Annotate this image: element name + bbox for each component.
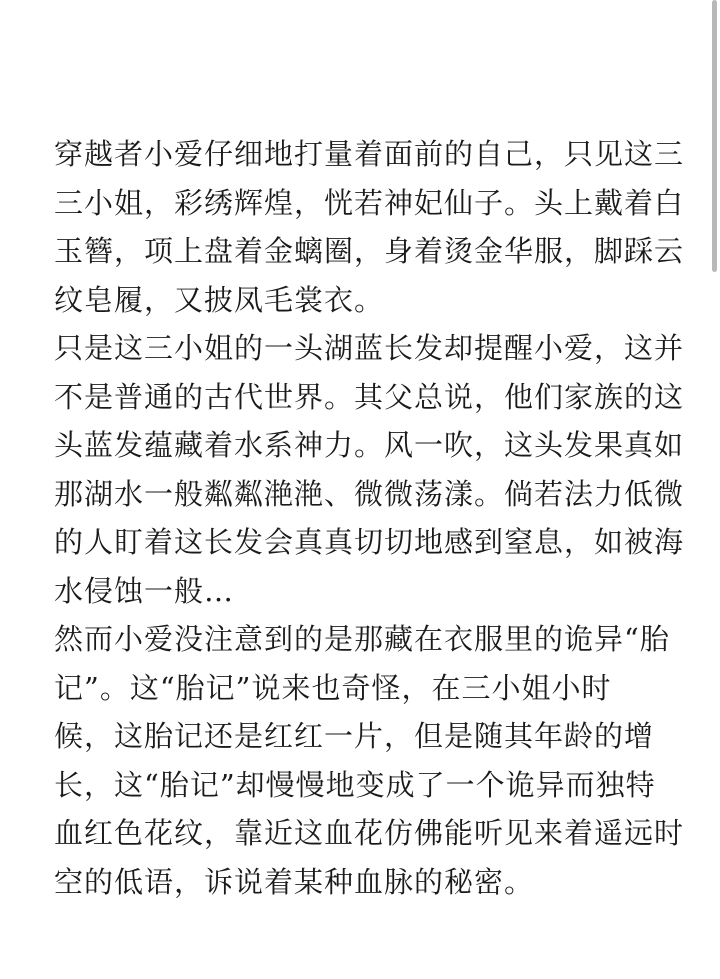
text-line: 的人盯着这长发会真真切切地感到窒息，如被海 <box>54 525 685 559</box>
vertical-scrollbar[interactable] <box>708 0 718 979</box>
text-line: 记”。这“胎记”说来也奇怪，在三小姐小时 <box>54 670 612 705</box>
text-line: 血红色花纹，靠近这血花仿佛能听见来着遥远时 <box>54 816 685 850</box>
text-line: 那湖水一般粼粼滟滟、微微荡漾。倘若法力低微 <box>54 476 685 511</box>
text-line: 头蓝发蕴藏着水系神力。风一吹，这头发果真如 <box>54 428 685 462</box>
text-line: 只是这三小姐的一头湖蓝长发却提醒小爱，这并 <box>54 331 685 365</box>
paragraph-2 <box>54 324 685 615</box>
text-line: 纹皂履，又披凤毛裳衣。 <box>54 282 385 317</box>
paragraph-3 <box>54 615 685 906</box>
text-line: 玉簪，项上盘着金螭圈，身着烫金华服，脚踩云 <box>54 234 685 268</box>
paragraph-1 <box>54 130 685 324</box>
text-line: 三小姐，彩绣辉煌，恍若神妃仙子。头上戴着白 <box>54 185 685 220</box>
article-body <box>54 130 685 906</box>
text-line: 水侵蚀一般… <box>54 573 235 608</box>
text-line: 长，这“胎记”却慢慢地变成了一个诡异而独特 <box>54 767 656 802</box>
text-line: 不是普通的古代世界。其父总说，他们家族的这 <box>54 379 685 414</box>
text-line: 候，这胎记还是红红一片，但是随其年龄的增 <box>54 719 655 753</box>
text-line: 空的低语，诉说着某种血脉的秘密。 <box>54 864 535 899</box>
text-line: 然而小爱没注意到的是那藏在衣服里的诡异“胎 <box>54 622 670 656</box>
scrollbar-thumb[interactable] <box>712 0 717 272</box>
text-line: 穿越者小爱仔细地打量着面前的自己，只见这三 <box>54 137 685 171</box>
